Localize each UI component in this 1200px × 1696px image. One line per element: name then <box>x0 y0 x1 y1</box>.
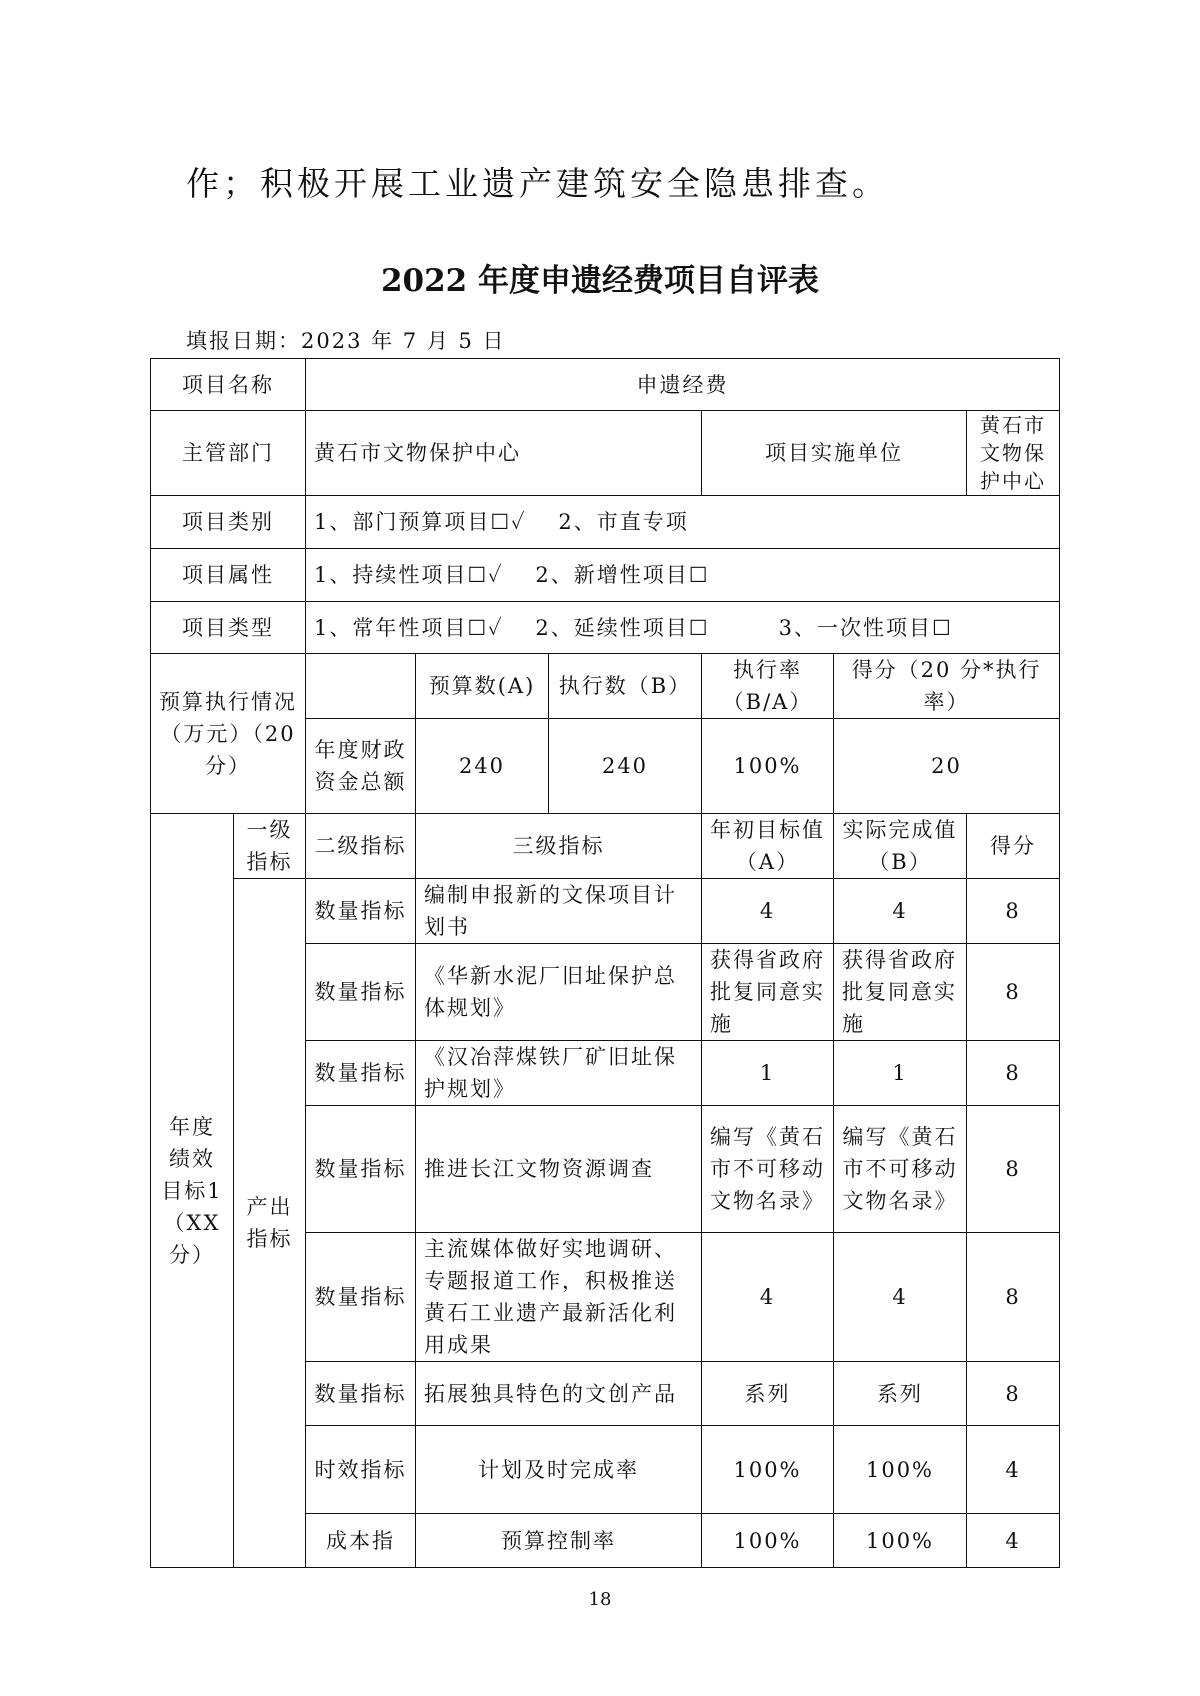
intro-text: 作；积极开展工业遗产建筑安全隐患排查。 <box>186 164 889 203</box>
perf-score: 8 <box>967 1233 1060 1362</box>
perf-l3: 主流媒体做好实地调研、专题报道工作，积极推送黄石工业遗产最新活化利用成果 <box>416 1233 702 1362</box>
perf-actual: 编写《黄石市不可移动文物名录》 <box>834 1106 967 1233</box>
budget-row-label: 年度财政资金总额 <box>306 719 416 814</box>
perf-score: 8 <box>967 879 1060 944</box>
type-value: 1、常年性项目☐✓ 2、延续性项目☐ 3、一次性项目☐ <box>306 602 1060 654</box>
perf-score: 8 <box>967 1362 1060 1426</box>
row-dept <box>151 411 1060 496</box>
budget-v-exec: 240 <box>549 719 702 814</box>
budget-v-score: 20 <box>834 719 1060 814</box>
row-project-name <box>151 359 1060 411</box>
budget-h-budget: 预算数(A) <box>416 654 549 719</box>
budget-header-empty <box>306 654 416 719</box>
budget-label: 预算执行情况（万元）（20 分） <box>151 654 306 814</box>
perf-h-actual: 实际完成值（B） <box>834 814 967 879</box>
row-type <box>151 602 1060 654</box>
evaluation-table <box>150 358 1060 1568</box>
perf-target: 编写《黄石市不可移动文物名录》 <box>702 1106 834 1233</box>
perf-l3: 《华新水泥厂旧址保护总体规划》 <box>416 944 702 1041</box>
perf-l3: 《汉冶萍煤铁厂矿旧址保护规划》 <box>416 1041 702 1106</box>
perf-l1: 产出指标 <box>234 879 306 1568</box>
perf-actual: 4 <box>834 1233 967 1362</box>
perf-l2: 数量指标 <box>306 1041 416 1106</box>
perf-l2: 时效指标 <box>306 1426 416 1514</box>
perf-h-score: 得分 <box>967 814 1060 879</box>
perf-target: 4 <box>702 1233 834 1362</box>
perf-h-l1: 一级指标 <box>234 814 306 879</box>
perf-l2: 数量指标 <box>306 1362 416 1426</box>
attr-value: 1、持续性项目☐✓ 2、新增性项目☐ <box>306 549 1060 602</box>
perf-actual: 100% <box>834 1426 967 1514</box>
perf-l2: 数量指标 <box>306 1106 416 1233</box>
perf-l3: 预算控制率 <box>416 1514 702 1568</box>
row-budget-header <box>151 654 1060 719</box>
perf-target: 4 <box>702 879 834 944</box>
perf-l2: 数量指标 <box>306 1233 416 1362</box>
perf-actual: 系列 <box>834 1362 967 1426</box>
dept-value: 黄石市文物保护中心 <box>306 411 702 496</box>
perf-score: 4 <box>967 1514 1060 1568</box>
perf-target: 获得省政府批复同意实施 <box>702 944 834 1041</box>
perf-target: 系列 <box>702 1362 834 1426</box>
perf-h-l2: 二级指标 <box>306 814 416 879</box>
budget-h-score: 得分（20 分*执行率） <box>834 654 1060 719</box>
budget-h-rate: 执行率（B/A） <box>702 654 834 719</box>
perf-actual: 1 <box>834 1041 967 1106</box>
perf-l2: 数量指标 <box>306 879 416 944</box>
perf-l2: 数量指标 <box>306 944 416 1041</box>
perf-l3: 编制申报新的文保项目计划书 <box>416 879 702 944</box>
perf-target: 100% <box>702 1426 834 1514</box>
row-attr <box>151 549 1060 602</box>
row-perf-header <box>151 814 1060 879</box>
perf-l3: 计划及时完成率 <box>416 1426 702 1514</box>
perf-l3: 拓展独具特色的文创产品 <box>416 1362 702 1426</box>
perf-actual: 100% <box>834 1514 967 1568</box>
perf-score: 4 <box>967 1426 1060 1514</box>
perf-h-target: 年初目标值（A） <box>702 814 834 879</box>
budget-h-exec: 执行数（B） <box>549 654 702 719</box>
impl-value: 黄石市文物保护中心 <box>967 411 1060 496</box>
perf-target: 1 <box>702 1041 834 1106</box>
perf-h-l3: 三级指标 <box>416 814 702 879</box>
dept-label: 主管部门 <box>151 411 306 496</box>
category-value: 1、部门预算项目☐✓ 2、市直专项 <box>306 496 1060 549</box>
budget-v-budget: 240 <box>416 719 549 814</box>
perf-actual: 获得省政府批复同意实施 <box>834 944 967 1041</box>
name-value: 申遗经费 <box>306 359 1060 411</box>
perf-score: 8 <box>967 944 1060 1041</box>
fill-date: 填报日期：2023 年 7 月 5 日 <box>186 329 506 353</box>
name-label: 项目名称 <box>151 359 306 411</box>
category-label: 项目类别 <box>151 496 306 549</box>
page-title: 2022 年度申遗经费项目自评表 <box>380 263 820 299</box>
table-row <box>151 879 1060 944</box>
type-label: 项目类型 <box>151 602 306 654</box>
perf-l3: 推进长江文物资源调查 <box>416 1106 702 1233</box>
perf-target: 100% <box>702 1514 834 1568</box>
impl-label: 项目实施单位 <box>702 411 967 496</box>
budget-v-rate: 100% <box>702 719 834 814</box>
perf-actual: 4 <box>834 879 967 944</box>
perf-l2: 成本指 <box>306 1514 416 1568</box>
perf-score: 8 <box>967 1106 1060 1233</box>
attr-label: 项目属性 <box>151 549 306 602</box>
page-number: 18 <box>588 1589 612 1610</box>
perf-label: 年度绩效目标1（XX分） <box>151 814 234 1568</box>
row-category <box>151 496 1060 549</box>
perf-score: 8 <box>967 1041 1060 1106</box>
